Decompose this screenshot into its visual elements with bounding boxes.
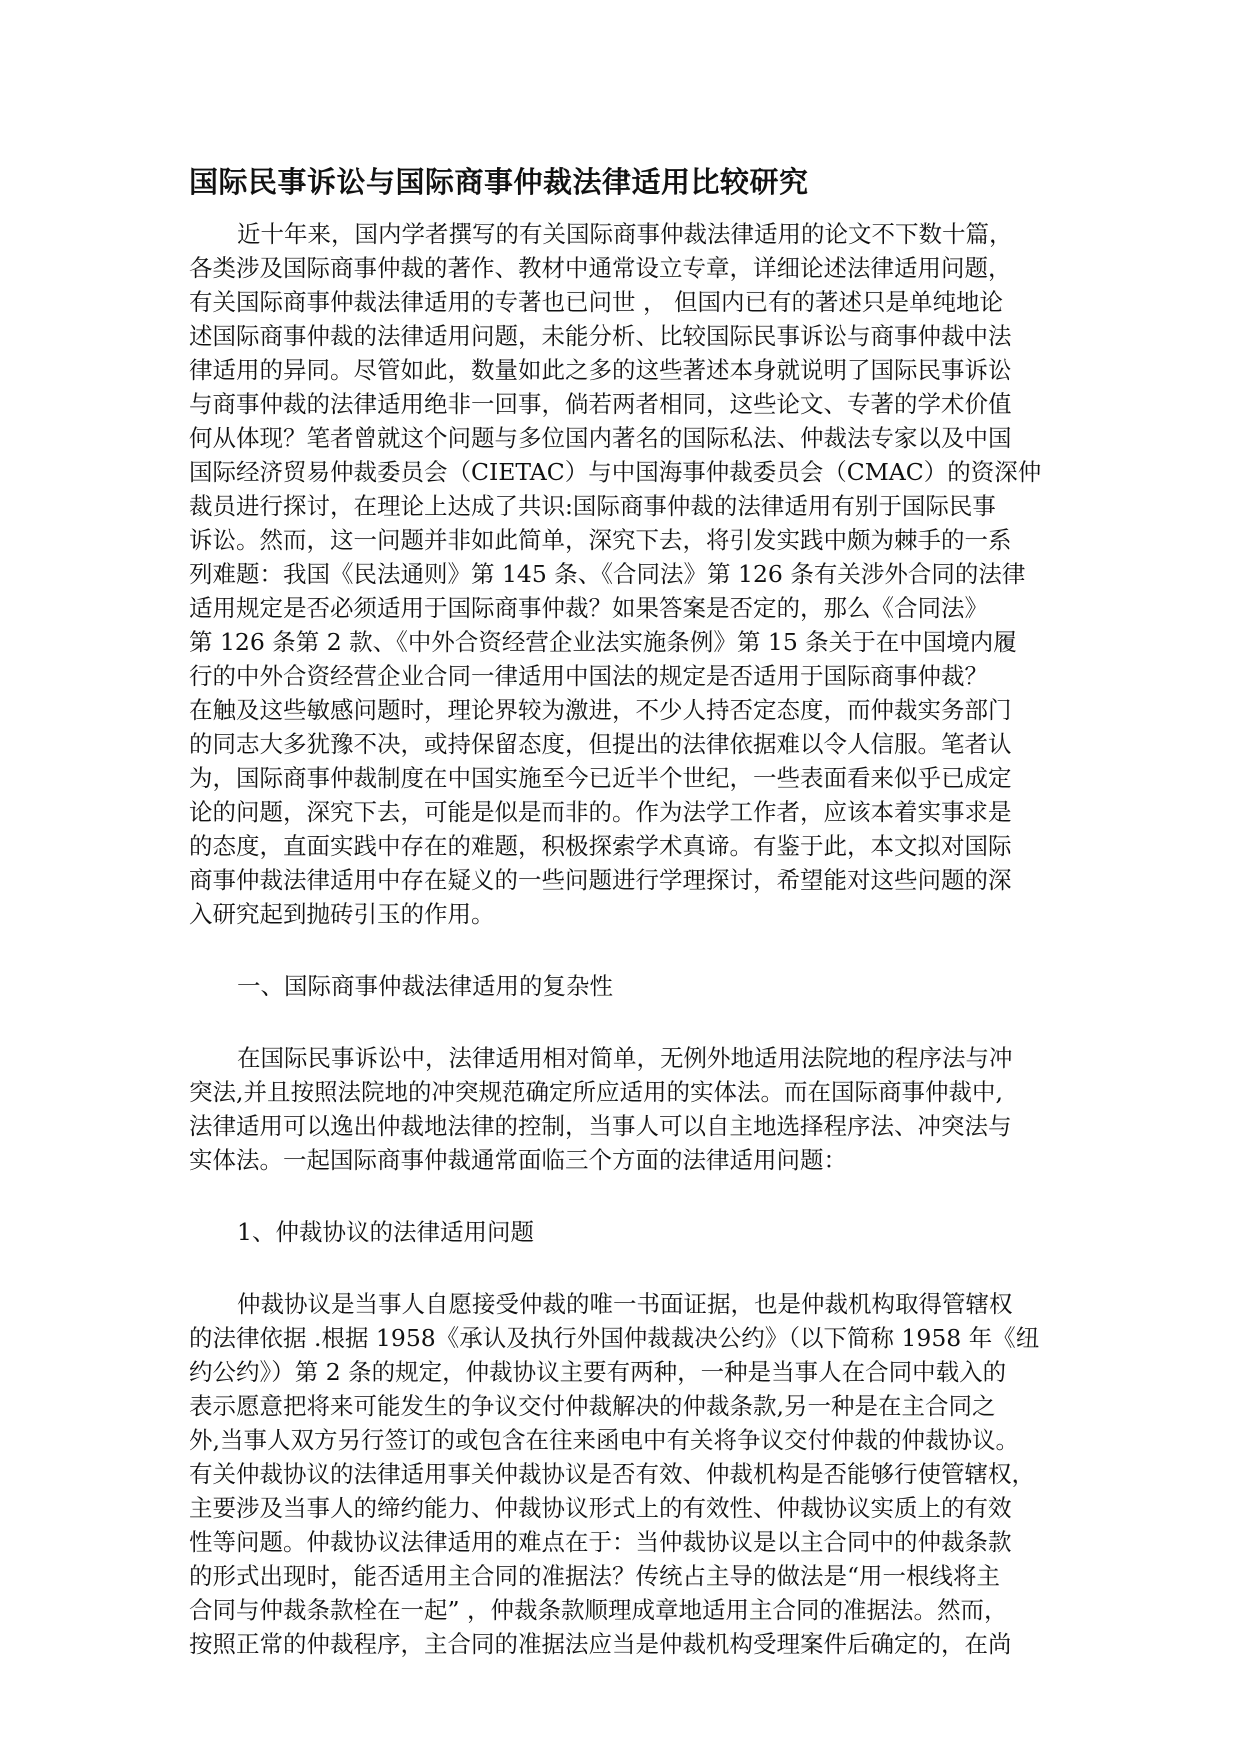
subsection1-line: 约公约》）第 2 条的规定，仲裁协议主要有两种，一种是当事人在合同中载入的 — [189, 1358, 1007, 1386]
subsection1-line: 外,当事人双方另行签订的或包含在往来函电中有关将争议交付仲裁的仲裁协议。 — [189, 1426, 1019, 1454]
subsection1-line: 有关仲裁协议的法律适用事关仲裁协议是否有效、仲裁机构是否能够行使管辖权， — [189, 1460, 1035, 1488]
intro-line: 商事仲裁法律适用中存在疑义的一些问题进行学理探讨，希望能对这些问题的深 — [189, 866, 1012, 894]
section1-line: 法律适用可以逸出仲裁地法律的控制，当事人可以自主地选择程序法、冲突法与 — [189, 1112, 1012, 1140]
subsection-heading: 1、仲裁协议的法律适用问题 — [237, 1218, 534, 1246]
section1-line: 突法,并且按照法院地的冲突规范确定所应适用的实体法。而在国际商事仲裁中, — [189, 1078, 1003, 1106]
subsection1-line: 的法律依据 .根据 1958《承认及执行外国仲裁裁决公约》（以下简称 1958 年《纽 — [189, 1324, 1040, 1352]
subsection1-line: 仲裁协议是当事人自愿接受仲裁的唯一书面证据，也是仲裁机构取得管辖权 — [237, 1290, 1013, 1318]
intro-line: 适用规定是否必须适用于国际商事仲裁？如果答案是否定的，那么《合同法》 — [189, 594, 988, 622]
intro-line: 各类涉及国际商事仲裁的著作、教材中通常设立专章，详细论述法律适用问题， — [189, 254, 1012, 282]
intro-line: 第 126 条第 2 款、《中外合资经营企业法实施条例》第 15 条关于在中国境内履 — [189, 628, 1017, 656]
intro-line: 在触及这些敏感问题时，理论界较为激进，不少人持否定态度，而仲裁实务部门 — [189, 696, 1012, 724]
subsection1-line: 主要涉及当事人的缔约能力、仲裁协议形式上的有效性、仲裁协议实质上的有效 — [189, 1494, 1012, 1522]
intro-line: 入研究起到抛砖引玉的作用。 — [189, 900, 495, 928]
intro-line: 论的问题，深究下去，可能是似是而非的。作为法学工作者，应该本着实事求是 — [189, 798, 1012, 826]
subsection1-line: 表示愿意把将来可能发生的争议交付仲裁解决的仲裁条款,另一种是在主合同之 — [189, 1392, 996, 1420]
intro-line: 裁员进行探讨，在理论上达成了共识:国际商事仲裁的法律适用有别于国际民事 — [189, 492, 996, 520]
intro-line: 近十年来，国内学者撰写的有关国际商事仲裁法律适用的论文不下数十篇， — [237, 220, 1013, 248]
intro-line: 与商事仲裁的法律适用绝非一回事，倘若两者相同，这些论文、专著的学术价值 — [189, 390, 1012, 418]
section-heading: 一、国际商事仲裁法律适用的复杂性 — [237, 972, 613, 1000]
intro-line: 有关国际商事仲裁法律适用的专著也已问世 ， 但国内已有的著述只是单纯地论 — [189, 288, 1003, 316]
intro-line: 国际经济贸易仲裁委员会（CIETAC）与中国海事仲裁委员会（CMAC）的资深仲 — [189, 458, 1042, 486]
section1-line: 实体法。一起国际商事仲裁通常面临三个方面的法律适用问题： — [189, 1146, 847, 1174]
intro-line: 述国际商事仲裁的法律适用问题，未能分析、比较国际民事诉讼与商事仲裁中法 — [189, 322, 1012, 350]
subsection1-line: 性等问题。仲裁协议法律适用的难点在于：当仲裁协议是以主合同中的仲裁条款 — [189, 1528, 1012, 1556]
intro-line: 列难题：我国《民法通则》第 145 条、《合同法》第 126 条有关涉外合同的法律 — [189, 560, 1026, 588]
intro-line: 诉讼。然而，这一问题并非如此简单，深究下去，将引发实践中颇为棘手的一系 — [189, 526, 1012, 554]
intro-line: 为，国际商事仲裁制度在中国实施至今已近半个世纪，一些表面看来似乎已成定 — [189, 764, 1012, 792]
subsection1-line: 按照正常的仲裁程序，主合同的准据法应当是仲裁机构受理案件后确定的，在尚 — [189, 1630, 1012, 1658]
section1-line: 在国际民事诉讼中，法律适用相对简单，无例外地适用法院地的程序法与冲 — [237, 1044, 1013, 1072]
document-title: 国际民事诉讼与国际商事仲裁法律适用比较研究 — [189, 165, 809, 199]
intro-line: 律适用的异同。尽管如此，数量如此之多的这些著述本身就说明了国际民事诉讼 — [189, 356, 1012, 384]
intro-line: 行的中外合资经营企业合同一律适用中国法的规定是否适用于国际商事仲裁？ — [189, 662, 988, 690]
intro-line: 何从体现？笔者曾就这个问题与多位国内著名的国际私法、仲裁法专家以及中国 — [189, 424, 1012, 452]
intro-line: 的态度，直面实践中存在的难题，积极探索学术真谛。有鉴于此，本文拟对国际 — [189, 832, 1012, 860]
subsection1-line: 合同与仲裁条款栓在一起” ，仲裁条款顺理成章地适用主合同的准据法。然而， — [189, 1596, 1008, 1624]
subsection1-line: 的形式出现时，能否适用主合同的准据法？传统占主导的做法是“用一根线将主 — [189, 1562, 1001, 1590]
intro-line: 的同志大多犹豫不决，或持保留态度，但提出的法律依据难以令人信服。笔者认 — [189, 730, 1012, 758]
